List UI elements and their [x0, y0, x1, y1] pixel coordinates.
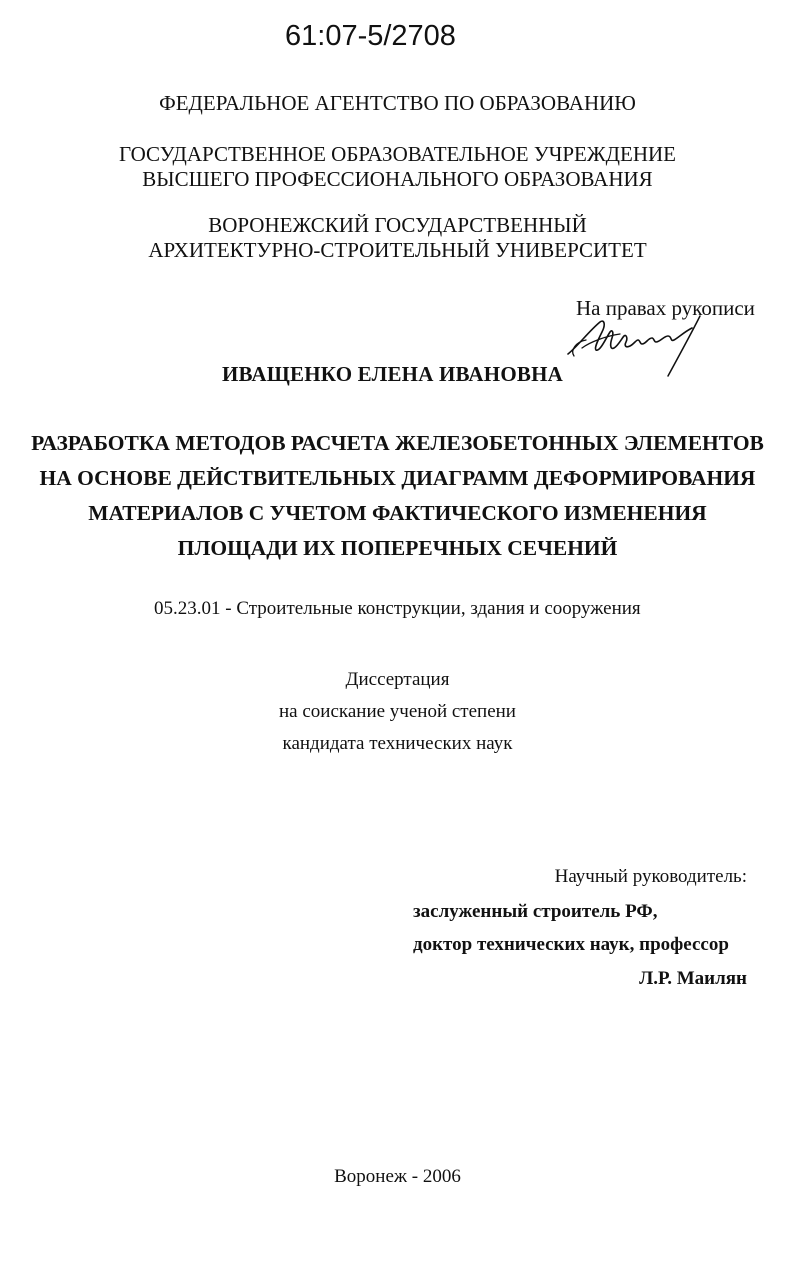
title-line-2: НА ОСНОВЕ ДЕЙСТВИТЕЛЬНЫХ ДИАГРАММ ДЕФОРМИРОВАНИЯ — [39, 466, 756, 490]
advisor-degree: доктор технических наук, профессор — [413, 934, 729, 955]
title-line-3: МАТЕРИАЛОВ С УЧЕТОМ ФАКТИЧЕСКОГО ИЗМЕНЕНИЯ — [88, 501, 707, 525]
agency-name: ФЕДЕРАЛЬНОЕ АГЕНТСТВО ПО ОБРАЗОВАНИЮ — [159, 91, 636, 115]
dissertation-degree-line: на соискание ученой степени — [279, 701, 516, 722]
place-and-year: Воронеж - 2006 — [334, 1166, 461, 1187]
manuscript-note: На правах рукописи — [576, 296, 755, 320]
advisor-name: Л.Р. Маилян — [639, 968, 747, 989]
institution-line-1: ГОСУДАРСТВЕННОЕ ОБРАЗОВАТЕЛЬНОЕ УЧРЕЖДЕНИЕ — [119, 142, 676, 166]
institution-line-2: ВЫСШЕГО ПРОФЕССИОНАЛЬНОГО ОБРАЗОВАНИЯ — [142, 167, 653, 191]
advisor-honorary-title: заслуженный строитель РФ, — [413, 901, 658, 922]
dissertation-field-line: кандидата технических наук — [282, 733, 513, 754]
university-line-1: ВОРОНЕЖСКИЙ ГОСУДАРСТВЕННЫЙ — [208, 213, 587, 237]
title-line-4: ПЛОЩАДИ ИХ ПОПЕРЕЧНЫХ СЕЧЕНИЙ — [177, 536, 618, 560]
archive-code: 61:07-5/2708 — [285, 20, 456, 52]
specialty-code: 05.23.01 - Строительные конструкции, здания и сооружения — [154, 598, 641, 619]
university-line-2: АРХИТЕКТУРНО-СТРОИТЕЛЬНЫЙ УНИВЕРСИТЕТ — [148, 238, 647, 262]
handwritten-signature — [560, 302, 720, 382]
advisor-label: Научный руководитель: — [554, 866, 747, 887]
title-line-1: РАЗРАБОТКА МЕТОДОВ РАСЧЕТА ЖЕЛЕЗОБЕТОННЫХ ЭЛЕМЕНТОВ — [31, 431, 764, 455]
author-name: ИВАЩЕНКО ЕЛЕНА ИВАНОВНА — [222, 362, 563, 386]
dissertation-label: Диссертация — [345, 669, 450, 690]
